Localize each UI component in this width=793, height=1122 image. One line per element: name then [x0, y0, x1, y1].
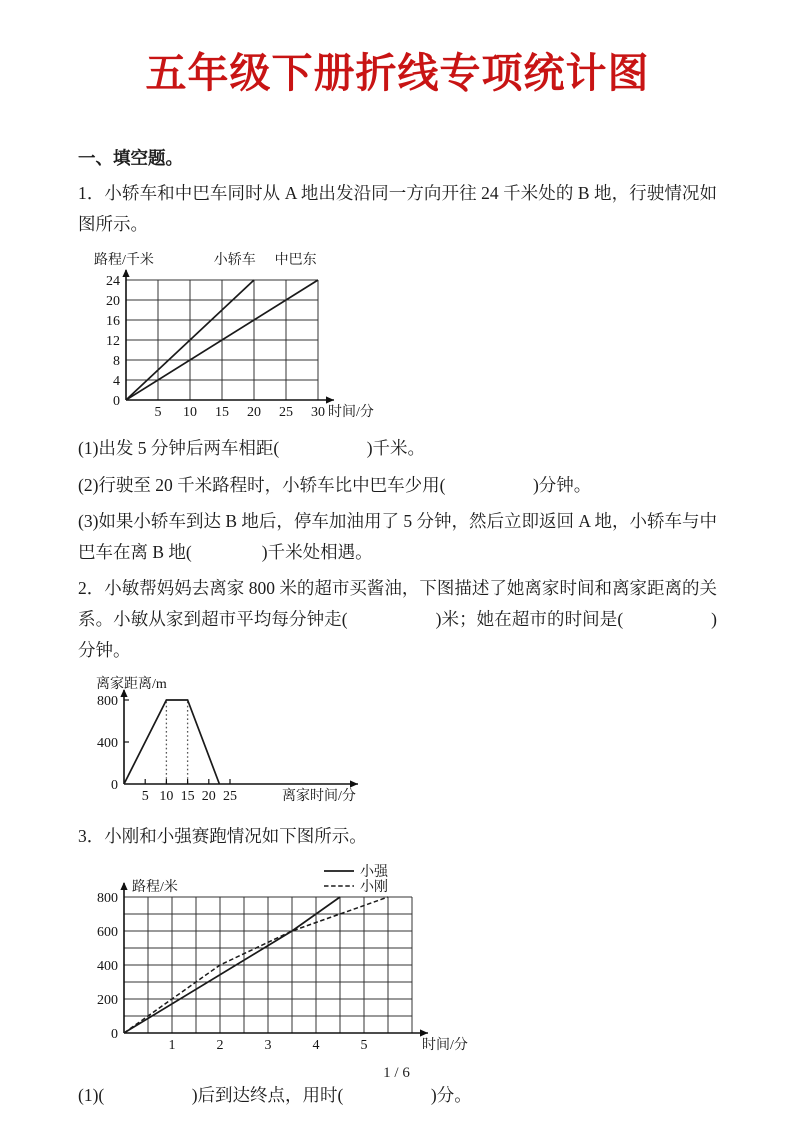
- svg-text:路程/千米: 路程/千米: [94, 253, 154, 269]
- svg-text:24: 24: [106, 274, 120, 290]
- svg-text:5: 5: [141, 789, 149, 805]
- svg-text:25: 25: [279, 405, 293, 421]
- svg-text:20: 20: [106, 294, 120, 310]
- svg-text:10: 10: [183, 405, 197, 421]
- svg-text:12: 12: [106, 334, 120, 350]
- svg-text:800: 800: [97, 694, 118, 710]
- svg-text:离家距离/m: 离家距离/m: [96, 677, 167, 693]
- svg-text:8: 8: [113, 354, 120, 370]
- svg-text:200: 200: [97, 992, 118, 1008]
- svg-text:25: 25: [223, 789, 237, 805]
- svg-text:0: 0: [111, 1026, 118, 1042]
- question-1-part-1: (1)出发 5 分钟后两车相距( )千米。: [78, 438, 426, 459]
- page-number: 1 / 6: [383, 1065, 410, 1081]
- question-1-text: 1．小轿车和中巴车同时从 A 地出发沿同一方向开往 24 千米处的 B 地，行驶情况如图所示。: [78, 183, 717, 235]
- question-1-part-2: (2)行驶至 20 千米路程时，小轿车比中巴车少用( )分钟。: [78, 474, 592, 495]
- svg-text:3: 3: [264, 1037, 272, 1053]
- svg-text:5: 5: [360, 1037, 368, 1053]
- question-3-part-1: (1)( )后到达终点，用时( )分。: [78, 1084, 472, 1105]
- svg-text:0: 0: [111, 778, 118, 794]
- svg-text:20: 20: [247, 405, 261, 421]
- line-chart-race: [78, 863, 488, 1075]
- svg-text:16: 16: [106, 314, 120, 330]
- line-chart-car-vs-bus: [82, 248, 387, 428]
- svg-text:400: 400: [97, 958, 118, 974]
- svg-text:20: 20: [201, 789, 216, 805]
- svg-text:时间/分: 时间/分: [328, 405, 374, 421]
- svg-text:离家时间/分: 离家时间/分: [282, 789, 356, 805]
- chart-2-container: [82, 674, 717, 816]
- svg-text:600: 600: [97, 924, 118, 940]
- svg-text:400: 400: [97, 736, 118, 752]
- svg-text:小强: 小强: [360, 864, 388, 880]
- svg-text:10: 10: [159, 789, 174, 805]
- svg-text:2: 2: [216, 1037, 224, 1053]
- svg-text:15: 15: [180, 789, 195, 805]
- chart-1-container: [82, 248, 717, 428]
- svg-text:路程/米: 路程/米: [132, 879, 178, 895]
- svg-text:时间/分: 时间/分: [422, 1037, 468, 1053]
- svg-text:4: 4: [312, 1037, 320, 1053]
- svg-text:小轿车: 小轿车: [213, 253, 256, 269]
- svg-text:800: 800: [97, 890, 118, 906]
- question-1-part-3: (3)如果小轿车到达 B 地后，停车加油用了 5 分钟，然后立即返回 A 地，小轿车与中巴车在离 B 地( )千米处相遇。: [78, 510, 717, 562]
- svg-text:中巴东: 中巴东: [274, 253, 317, 269]
- svg-text:4: 4: [113, 374, 120, 390]
- svg-text:5: 5: [154, 405, 162, 421]
- section-heading: 一、填空题。: [78, 148, 183, 169]
- svg-text:小刚: 小刚: [360, 879, 388, 895]
- svg-text:0: 0: [113, 394, 120, 410]
- line-chart-distance-from-home: [82, 674, 427, 816]
- question-3-text: 3．小刚和小强赛跑情况如下图所示。: [78, 826, 367, 847]
- svg-text:15: 15: [215, 405, 229, 421]
- chart-3-container: [78, 863, 717, 1075]
- svg-text:1: 1: [168, 1037, 176, 1053]
- worksheet-title: 五年级下册折线专项统计图: [145, 50, 650, 96]
- svg-text:30: 30: [311, 405, 325, 421]
- question-2-text: 2．小敏帮妈妈去离家 800 米的超市买酱油，下图描述了她离家时间和离家距离的关系。小敏从家到超市平均每分钟走( )米；她在超市的时间是( )分钟。: [78, 577, 717, 661]
